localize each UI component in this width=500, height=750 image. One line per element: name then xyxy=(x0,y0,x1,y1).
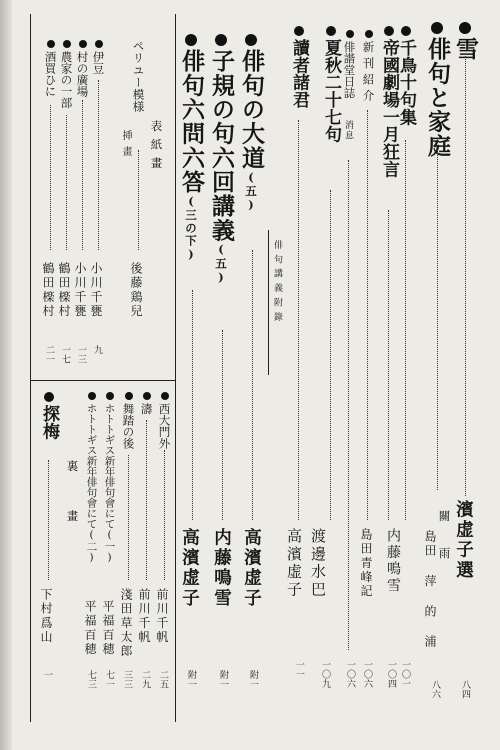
rule-center xyxy=(175,14,176,722)
entry-shiki-title: 子規の句六回講義(五) xyxy=(210,34,233,285)
tl-entry5-page: 二一 xyxy=(44,345,54,364)
filled-circle-bullet-icon xyxy=(106,392,114,400)
entry-teikoku-page: 一〇四 xyxy=(386,660,396,689)
filled-circle-bullet-icon xyxy=(326,26,336,36)
bl-entry5-title: ホトトギス新年俳句會にて(二) xyxy=(86,392,97,564)
bl-entry5-page: 七三 xyxy=(86,670,96,689)
leader-dots xyxy=(465,56,466,496)
entry-yuki-title: 雪 xyxy=(454,22,477,61)
entry-haiku-katei-note: 關 雨 xyxy=(437,510,452,565)
tl-entry1-title: ペリユー模様 xyxy=(131,40,146,113)
filled-circle-bullet-icon xyxy=(245,34,257,46)
tl-entry5-title: 酒買ひに xyxy=(44,40,56,97)
appendix-label: 俳句講義附錄 xyxy=(272,240,282,327)
leader-dots xyxy=(128,455,129,580)
filled-circle-bullet-icon xyxy=(47,40,55,48)
filled-circle-bullet-icon xyxy=(431,22,443,34)
entry-haisho-page: 一〇六 xyxy=(345,660,355,689)
entry-daido-title: 俳句の大道(五) xyxy=(240,34,263,213)
tl-entry4-author: 鶴田檪村 xyxy=(57,262,71,319)
filled-circle-bullet-icon xyxy=(294,26,304,36)
filled-circle-bullet-icon xyxy=(185,34,197,46)
filled-circle-bullet-icon xyxy=(88,392,96,400)
tl-entry5-author: 鶴田檪村 xyxy=(41,262,55,319)
leader-dots xyxy=(98,80,99,250)
entry-chidori-page: 一〇一 xyxy=(400,660,410,689)
ura-label: 裏 xyxy=(65,460,80,472)
entry-haisho-title: 俳諧堂日誌 xyxy=(343,30,355,99)
rule-left-split xyxy=(30,380,175,381)
filled-circle-bullet-icon xyxy=(44,392,54,402)
filled-circle-bullet-icon xyxy=(346,30,354,38)
entry-shiki-author: 内藤鳴雪 xyxy=(211,528,232,609)
filled-circle-bullet-icon xyxy=(125,392,133,400)
filled-circle-bullet-icon xyxy=(143,392,151,400)
filled-circle-bullet-icon xyxy=(459,22,471,34)
leader-dots xyxy=(437,150,438,490)
tl-entry1-sub: 挿畫 xyxy=(120,130,131,162)
bl-entry2-page: 二九 xyxy=(140,670,150,689)
tl-entry3-title: 村の廣場 xyxy=(76,40,88,97)
tl-entry1-author: 後藤鶏兒 xyxy=(129,262,143,319)
bl-tanbai-author: 下村爲山 xyxy=(39,588,53,645)
leader-dots xyxy=(48,460,49,580)
leader-dots xyxy=(164,450,165,580)
rule-left-outer xyxy=(30,14,31,722)
entry-yuki-author: 濱虚子選 xyxy=(453,500,474,581)
filled-circle-bullet-icon xyxy=(79,40,87,48)
entry-haiku-katei-title: 俳句と家庭 xyxy=(426,22,449,158)
tl-entry3-author: 小川千甕 xyxy=(73,262,87,319)
filled-circle-bullet-icon xyxy=(401,26,411,36)
leader-dots xyxy=(348,160,349,650)
page-left-edge xyxy=(0,0,12,750)
entry-dokusha-page: 一一 xyxy=(294,660,304,679)
entry-natsu-page: 一〇九 xyxy=(320,660,330,689)
leader-dots xyxy=(298,120,299,520)
leader-dots xyxy=(50,105,51,250)
leader-dots xyxy=(367,110,368,520)
bl-entry3-page: 三三 xyxy=(122,670,132,689)
entry-daido-author: 高濱虚子 xyxy=(241,528,262,609)
leader-dots xyxy=(252,250,253,520)
bl-tanbai-title: 探梅 xyxy=(40,392,57,440)
leader-dots xyxy=(405,140,406,520)
entry-haiku-katei-author: 島田 萍 的 浦 xyxy=(423,530,437,650)
bl-entry1-title: 西大門外 xyxy=(158,392,170,449)
tl-entry2-author: 小川千甕 xyxy=(89,262,103,319)
entry-rokumon-page: 附一 xyxy=(186,670,196,689)
bl-entry1-author: 前川千帆 xyxy=(155,588,169,645)
leader-dots xyxy=(222,330,223,520)
bl-entry3-author: 淺田草太郎 xyxy=(119,588,133,659)
entry-teikoku-title: 帝國劇場一月狂言 xyxy=(380,26,397,178)
entry-haiku-katei-page: 八六 xyxy=(430,680,440,699)
tl-entry2-page: 九 xyxy=(92,345,102,355)
bl-tanbai-page: 一 xyxy=(42,670,52,680)
entry-rokumon-author: 高濱虚子 xyxy=(179,528,200,609)
filled-circle-bullet-icon xyxy=(365,30,373,38)
leader-dots xyxy=(66,115,67,250)
filled-circle-bullet-icon xyxy=(95,40,103,48)
entry-shinkan-author: 島田青峰記 xyxy=(359,528,373,599)
bl-entry4-page: 七一 xyxy=(104,670,114,689)
bl-entry4-author: 平福百穂 xyxy=(101,600,115,657)
entry-daido-page: 附一 xyxy=(248,670,258,689)
entry-haisho-sub: 消息 xyxy=(343,120,353,142)
entry-rokumon-title: 俳句六問六答(三の下) xyxy=(180,34,203,262)
entry-chidori-title: 千鳥十句集 xyxy=(397,26,414,126)
leader-dots xyxy=(388,210,389,520)
ga-label: 畫 xyxy=(65,510,80,522)
bl-entry3-title: 舞踏の後 xyxy=(122,392,134,449)
entry-natsu-title: 夏秋二十七句 xyxy=(322,26,339,143)
filled-circle-bullet-icon xyxy=(161,392,169,400)
bl-entry4-title: ホトトギス新年俳句會にて(一) xyxy=(104,392,115,564)
leader-dots xyxy=(192,290,193,520)
tl-entry4-title: 農家の一部 xyxy=(60,40,72,109)
rule-appendix xyxy=(268,230,269,375)
entry-shiki-page: 附一 xyxy=(218,670,228,689)
entry-dokusha-author: 高濱虚子 xyxy=(285,528,303,599)
leader-dots xyxy=(138,150,139,250)
bl-entry2-author: 前川千帆 xyxy=(137,588,151,645)
entry-shinkan-title: 新刊紹介 xyxy=(362,30,374,105)
tl-entry2-title: 伊豆 xyxy=(92,40,104,74)
bl-entry5-author: 平福百穂 xyxy=(83,600,97,657)
entry-shinkan-page: 一〇六 xyxy=(362,660,372,689)
entry-dokusha-title: 讀者諸君 xyxy=(290,26,307,108)
leader-dots xyxy=(146,420,147,580)
leader-dots xyxy=(82,100,83,250)
entry-natsu-author: 渡邊水巴 xyxy=(309,528,327,599)
filled-circle-bullet-icon xyxy=(215,34,227,46)
tl-entry3-page: 一三 xyxy=(76,345,86,364)
hyoshi-label: 表紙畫 xyxy=(149,120,164,176)
filled-circle-bullet-icon xyxy=(63,40,71,48)
bl-entry1-page: 二五 xyxy=(158,670,168,689)
entry-yuki-page: 八四 xyxy=(460,680,470,699)
leader-dots xyxy=(330,190,331,520)
entry-chidori-author: 内藤鳴雪 xyxy=(385,528,401,595)
bl-entry2-title: 濤 xyxy=(140,392,152,415)
tl-entry4-page: 一七 xyxy=(60,345,70,364)
filled-circle-bullet-icon xyxy=(384,26,394,36)
